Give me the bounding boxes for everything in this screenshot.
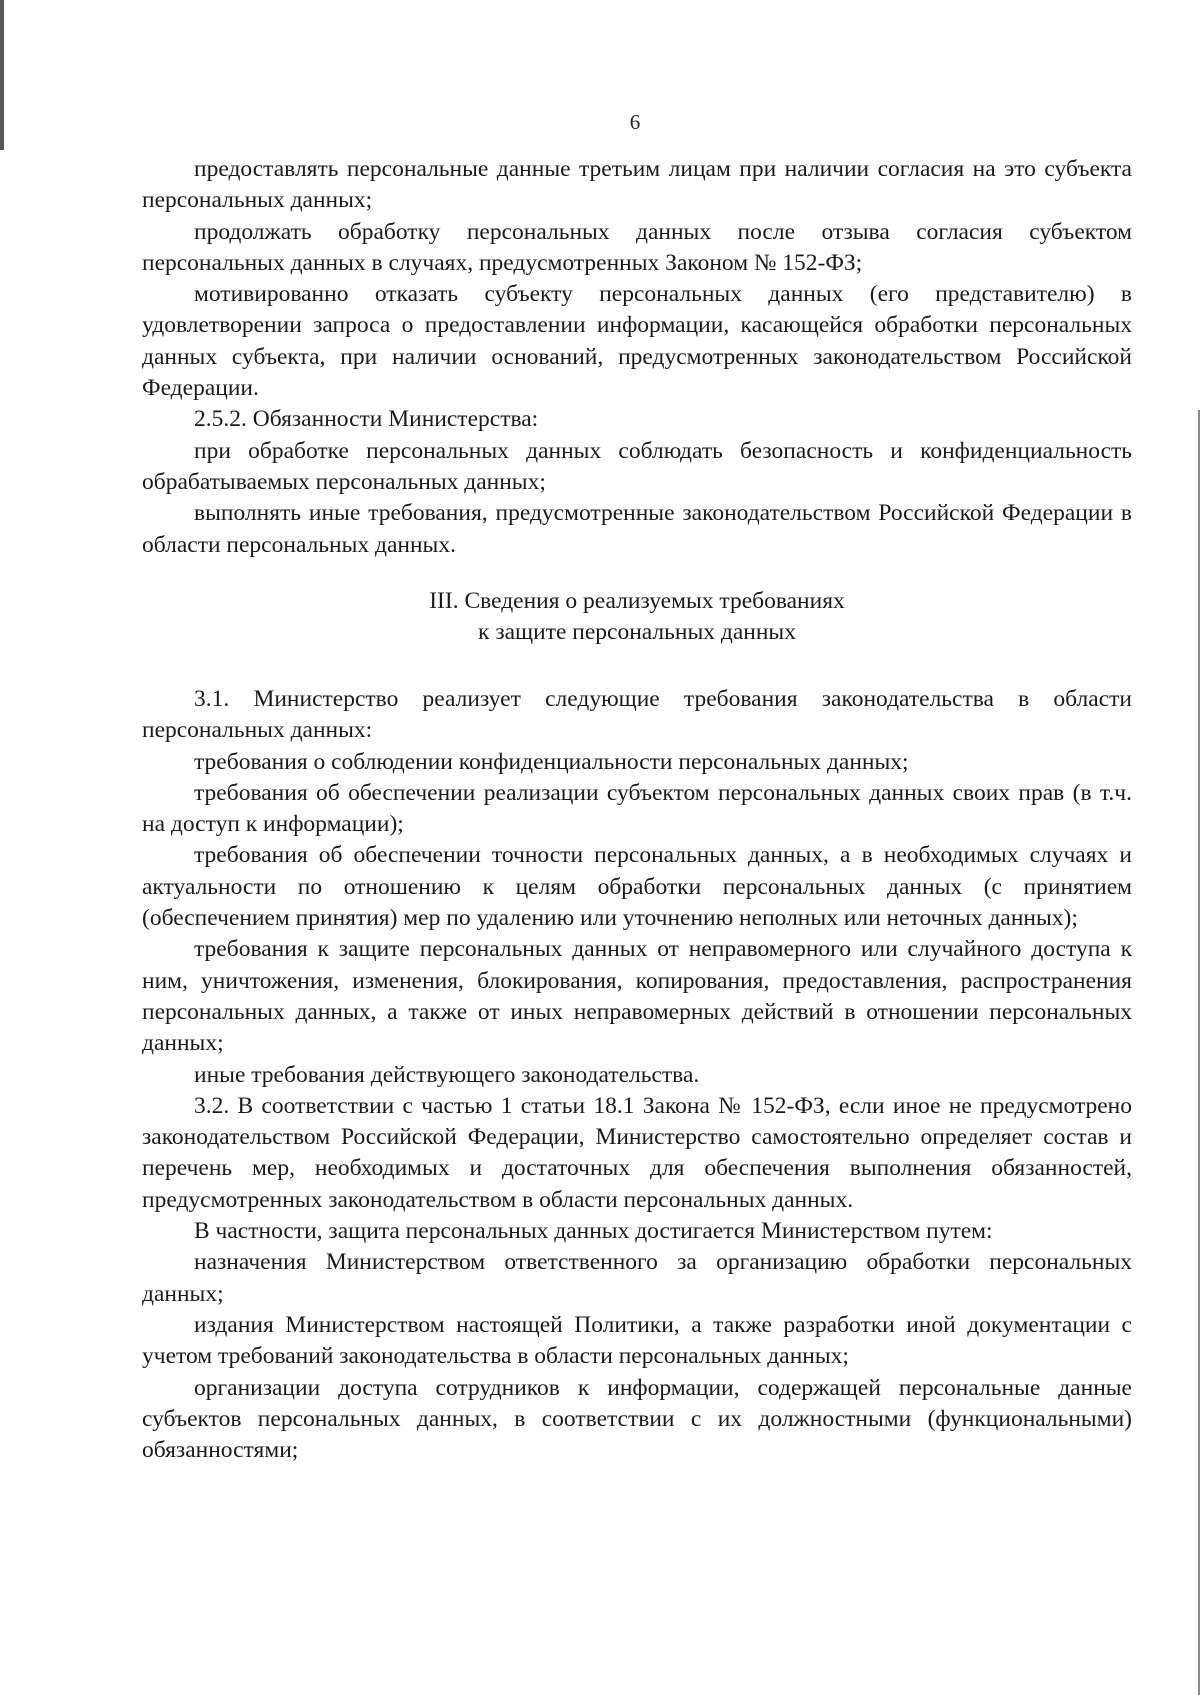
paragraph: назначения Министерством ответственного за организацию обработки персональных данных; (142, 1249, 1132, 1307)
paragraph: требования о соблюдении конфиденциальности персональных данных; (194, 748, 909, 775)
paragraph: организации доступа сотрудников к информации, содержащей персональные данные субъектов персональных данных, в соответствии с их должностными (функциональными) обязанностями; (142, 1374, 1132, 1464)
paragraph: предоставлять персональные данные третьим лицам при наличии согласия на это субъекта персональных данных; (142, 156, 1132, 214)
paragraph: требования к защите персональных данных от неправомерного или случайного доступа к ним, уничтожения, изменения, блокирования, копирования, предоставления, распространения персональных данных, а также от иных неправомерных действий в отношении персональных данных; (142, 936, 1132, 1057)
paragraph: издания Министерством настоящей Политики, а также разработки иной документации с учетом требований законодательства в области персональных данных; (142, 1311, 1132, 1370)
paragraph: иные требования действующего законодательства. (194, 1061, 700, 1088)
paragraph: 3.1. Министерство реализует следующие требования законодательства в области персональных данных: (142, 686, 1132, 744)
paragraph: 3.2. В соответствии с частью 1 статьи 18.1 Закона № 152-ФЗ, если иное не предусмотрено законодательством Российской Федерации, Министерство самостоятельно определяет состав и перечень мер, необходимых и достаточных для обеспечения выполнения обязанностей, предусмотренных законодательством в области персональных данных. (142, 1092, 1132, 1213)
section-heading (142, 586, 1132, 649)
paragraph: требования об обеспечении реализации субъектом персональных данных своих прав (в т.ч. на доступ к информации); (142, 779, 1132, 838)
section-2-text (142, 154, 1132, 561)
paragraph: при обработке персональных данных соблюдать безопасность и конфиденциальность обрабатываемых персональных данных; (142, 437, 1132, 495)
paragraph: продолжать обработку персональных данных после отзыва согласия субъектом персональных данных в случаях, предусмотренных Законом № 152-ФЗ; (142, 218, 1132, 276)
paragraph: мотивированно отказать субъекту персональных данных (его представителю) в удовлетворении запроса о предоставлении информации, касающейся обработки персональных данных субъекта, при наличии оснований, предусмотренных законодательством Российской Федерации. (142, 281, 1132, 402)
paragraph: требования об обеспечении точности персональных данных, а в необходимых случаях и актуальности по отношению к целям обработки персональных данных (с принятием (обеспечением принятия) мер по удалению или уточнению неполных или неточных данных); (142, 842, 1132, 932)
section-3-text (142, 684, 1132, 1466)
subsection-title: 2.5.2. Обязанности Министерства: (194, 406, 539, 433)
section-heading-line-1: III. Сведения о реализуемых требованиях (429, 588, 845, 614)
paragraph: В частности, защита персональных данных достигается Министерством путем: (194, 1218, 993, 1245)
paragraph: выполнять иные требования, предусмотренные законодательством Российской Федерации в области персональных данных. (142, 500, 1132, 558)
page-number: 6 (629, 110, 641, 134)
section-heading-line-2: к защите персональных данных (478, 619, 796, 646)
